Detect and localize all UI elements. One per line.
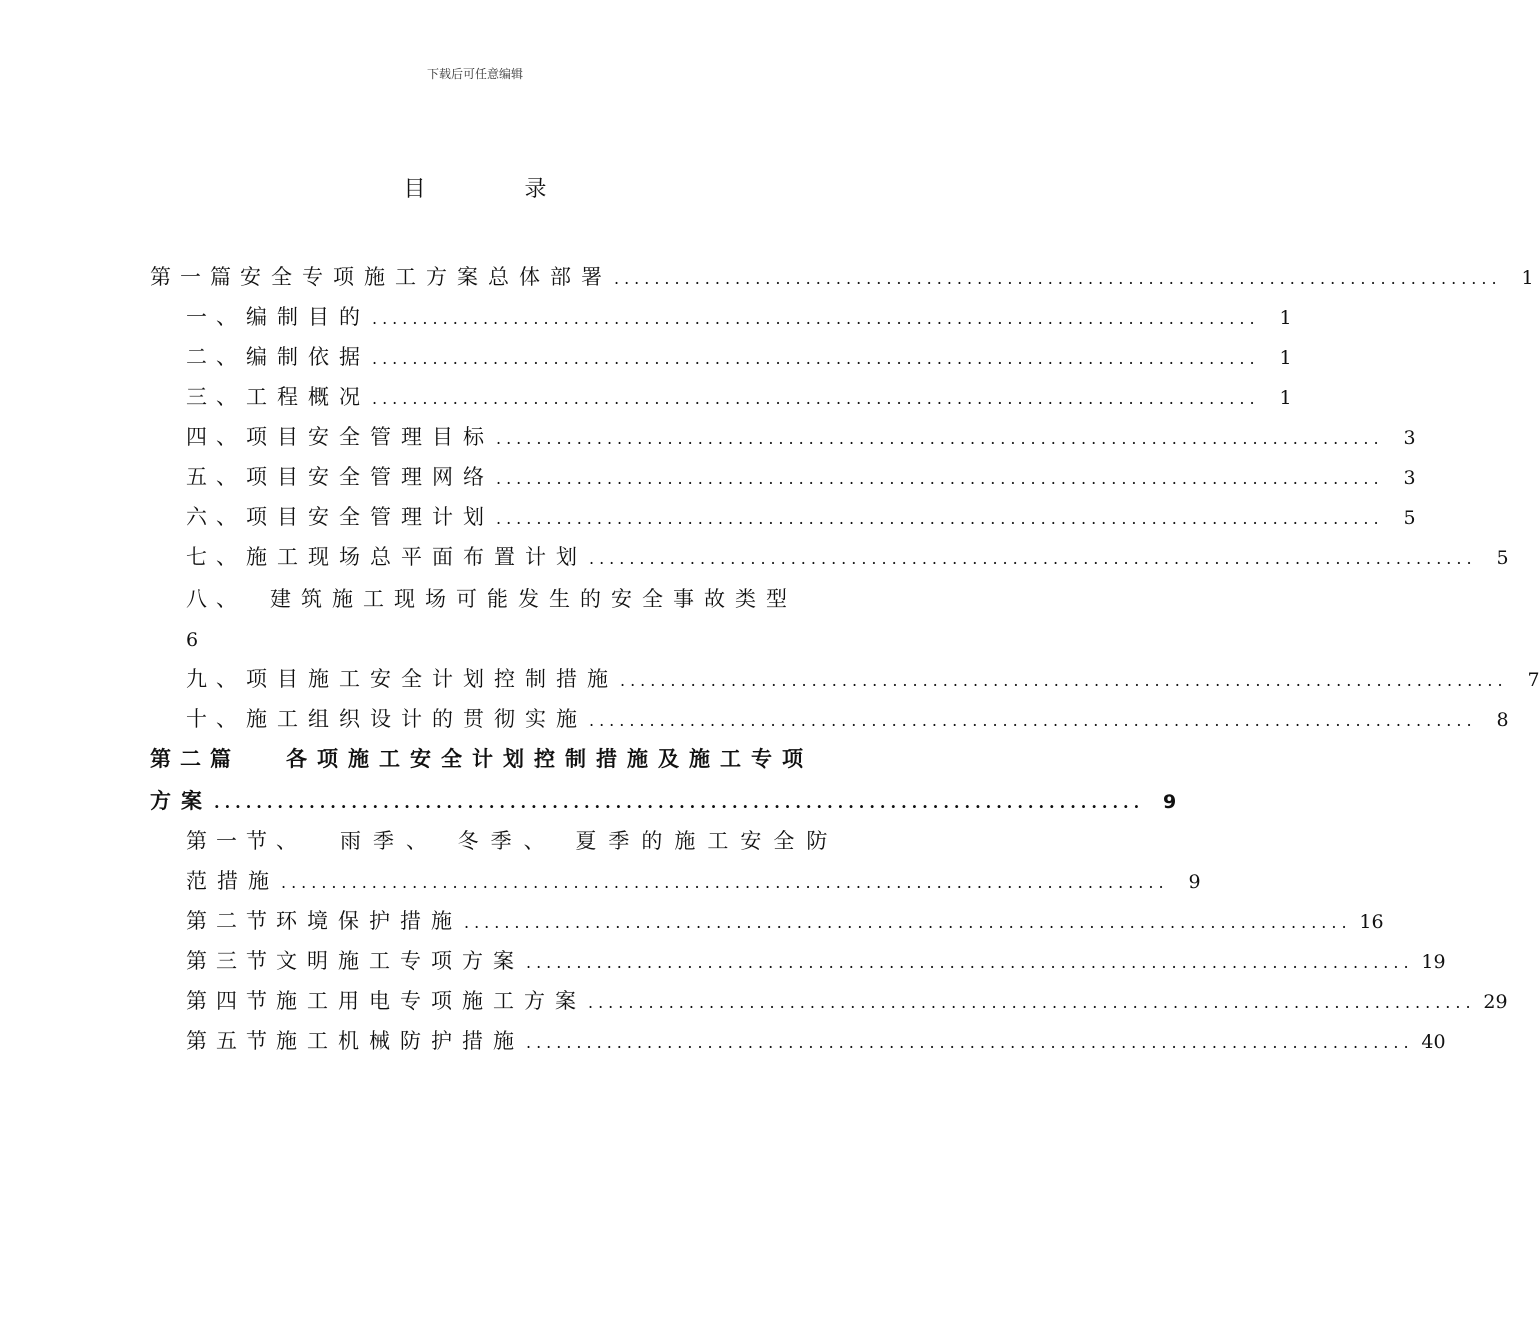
toc-entry[interactable]	[186, 1026, 1446, 1056]
toc-entry-page: 6	[186, 629, 208, 651]
toc-entry-number: 五、	[186, 465, 246, 489]
toc-leader-dots: ........................................................................................	[372, 389, 1260, 408]
toc-entry-text: 各项施工安全计划控制措施及施工专项	[286, 747, 813, 771]
toc-leader-dots: ........................................................................................	[526, 1033, 1414, 1052]
toc-entry-page: 3	[1403, 427, 1416, 449]
toc-entry[interactable]	[186, 584, 797, 614]
toc-entry-number: 第五节	[186, 1029, 276, 1053]
toc-entry[interactable]	[150, 262, 1534, 292]
toc-entry-page: 1	[1279, 347, 1292, 369]
toc-leader-dots: ........................................................................................	[372, 309, 1260, 328]
toc-entry-page: 8	[1496, 709, 1509, 731]
toc-entry-page: 40	[1421, 1031, 1446, 1053]
toc-entry-text: 编制依据	[246, 345, 370, 369]
toc-entry-text: 施工组织设计的贯彻实施	[246, 707, 587, 731]
toc-entry-text: 施工现场总平面布置计划	[246, 545, 587, 569]
toc-leader-dots: ........................................................................................	[620, 671, 1508, 690]
toc-entry-number: 四、	[186, 425, 246, 449]
toc-entry[interactable]	[186, 906, 1384, 936]
toc-entry-text: 编制目的	[246, 305, 370, 329]
page-title: 目 录	[403, 177, 593, 202]
toc-entry-number: 十、	[186, 707, 246, 731]
toc-entry-number: 第四节	[186, 989, 276, 1013]
toc-leader-dots: ........................................................................................	[372, 349, 1260, 368]
toc-leader-dots: ........................................................................................	[214, 793, 1145, 812]
toc-entry[interactable]	[186, 542, 1509, 572]
toc-entry-number: 七、	[186, 545, 246, 569]
toc-entry-number: 第二节	[186, 909, 276, 933]
toc-entry[interactable]	[186, 826, 839, 856]
toc-entry[interactable]	[150, 744, 813, 774]
toc-entry-page: 19	[1421, 951, 1446, 973]
toc-entry-page: 29	[1483, 991, 1508, 1013]
toc-entry-text: 工程概况	[246, 385, 370, 409]
toc-entry-number: 八、	[186, 587, 246, 611]
toc-entry-page: 5	[1496, 547, 1509, 569]
toc-entry-number: 第二篇	[150, 747, 240, 771]
toc-entry-number: 三、	[186, 385, 246, 409]
toc-entry[interactable]	[186, 422, 1416, 452]
page-header: 下载后可任意编辑	[426, 67, 523, 81]
toc-entry-text: 施工机械防护措施	[276, 1029, 524, 1053]
toc-entry[interactable]	[186, 342, 1292, 372]
toc-entry-text-continued: 范措施	[186, 869, 279, 893]
toc-entry-page: 3	[1403, 467, 1416, 489]
toc-entry-text: 建筑施工现场可能发生的安全事故类型	[270, 587, 797, 611]
toc-entry-text: 环境保护措施	[276, 909, 462, 933]
toc-entry[interactable]	[186, 382, 1292, 412]
toc-entry-number: 第三节	[186, 949, 276, 973]
toc-leader-dots: ........................................................................................	[526, 953, 1414, 972]
toc-entry-text: 项目安全管理计划	[246, 505, 494, 529]
toc-entry-page: 9	[1162, 791, 1177, 813]
toc-entry-number: 第一节、	[186, 829, 306, 853]
toc-entry-page: 1	[1521, 267, 1534, 289]
toc-leader-dots: ........................................................................................	[496, 509, 1384, 528]
toc-entry-page: 9	[1188, 871, 1201, 893]
toc-leader-dots: ........................................................................................	[588, 993, 1476, 1012]
toc-entry[interactable]	[186, 664, 1540, 694]
toc-entry[interactable]	[186, 302, 1292, 332]
toc-entry-text: 雨季、 冬季、 夏季的施工安全防	[340, 829, 840, 853]
toc-leader-dots: ........................................................................................	[589, 549, 1477, 568]
toc-entry-page-line	[186, 624, 207, 654]
toc-entry-text: 安全专项施工方案总体部署	[240, 265, 612, 289]
toc-entry-page: 1	[1279, 387, 1292, 409]
toc-leader-dots: ........................................................................................	[496, 469, 1384, 488]
toc-entry-continuation[interactable]	[186, 866, 1201, 896]
toc-entry-number: 二、	[186, 345, 246, 369]
toc-leader-dots: ........................................................................................	[464, 913, 1352, 932]
toc-entry-page: 16	[1359, 911, 1384, 933]
toc-entry-page: 7	[1527, 669, 1540, 691]
toc-entry[interactable]	[186, 704, 1509, 734]
toc-entry-text: 项目施工安全计划控制措施	[246, 667, 618, 691]
toc-entry-text: 施工用电专项施工方案	[276, 989, 586, 1013]
toc-leader-dots: ........................................................................................	[281, 873, 1169, 892]
toc-entry[interactable]	[186, 502, 1416, 532]
toc-entry-text: 项目安全管理目标	[246, 425, 494, 449]
toc-entry-continuation[interactable]	[150, 786, 1177, 816]
toc-leader-dots: ........................................................................................	[614, 269, 1502, 288]
toc-entry-page: 1	[1279, 307, 1292, 329]
toc-entry-page: 5	[1403, 507, 1416, 529]
toc-entry-number: 六、	[186, 505, 246, 529]
toc-entry-number: 一、	[186, 305, 246, 329]
toc-entry[interactable]	[186, 946, 1446, 976]
toc-leader-dots: ........................................................................................	[589, 711, 1477, 730]
toc-entry-text: 项目安全管理网络	[246, 465, 494, 489]
toc-entry-number: 九、	[186, 667, 246, 691]
toc-entry-text-continued: 方案	[150, 789, 212, 813]
toc-entry[interactable]	[186, 462, 1416, 492]
toc-leader-dots: ........................................................................................	[496, 429, 1384, 448]
toc-entry-text: 文明施工专项方案	[276, 949, 524, 973]
toc-entry[interactable]	[186, 986, 1508, 1016]
toc-entry-number: 第一篇	[150, 265, 240, 289]
